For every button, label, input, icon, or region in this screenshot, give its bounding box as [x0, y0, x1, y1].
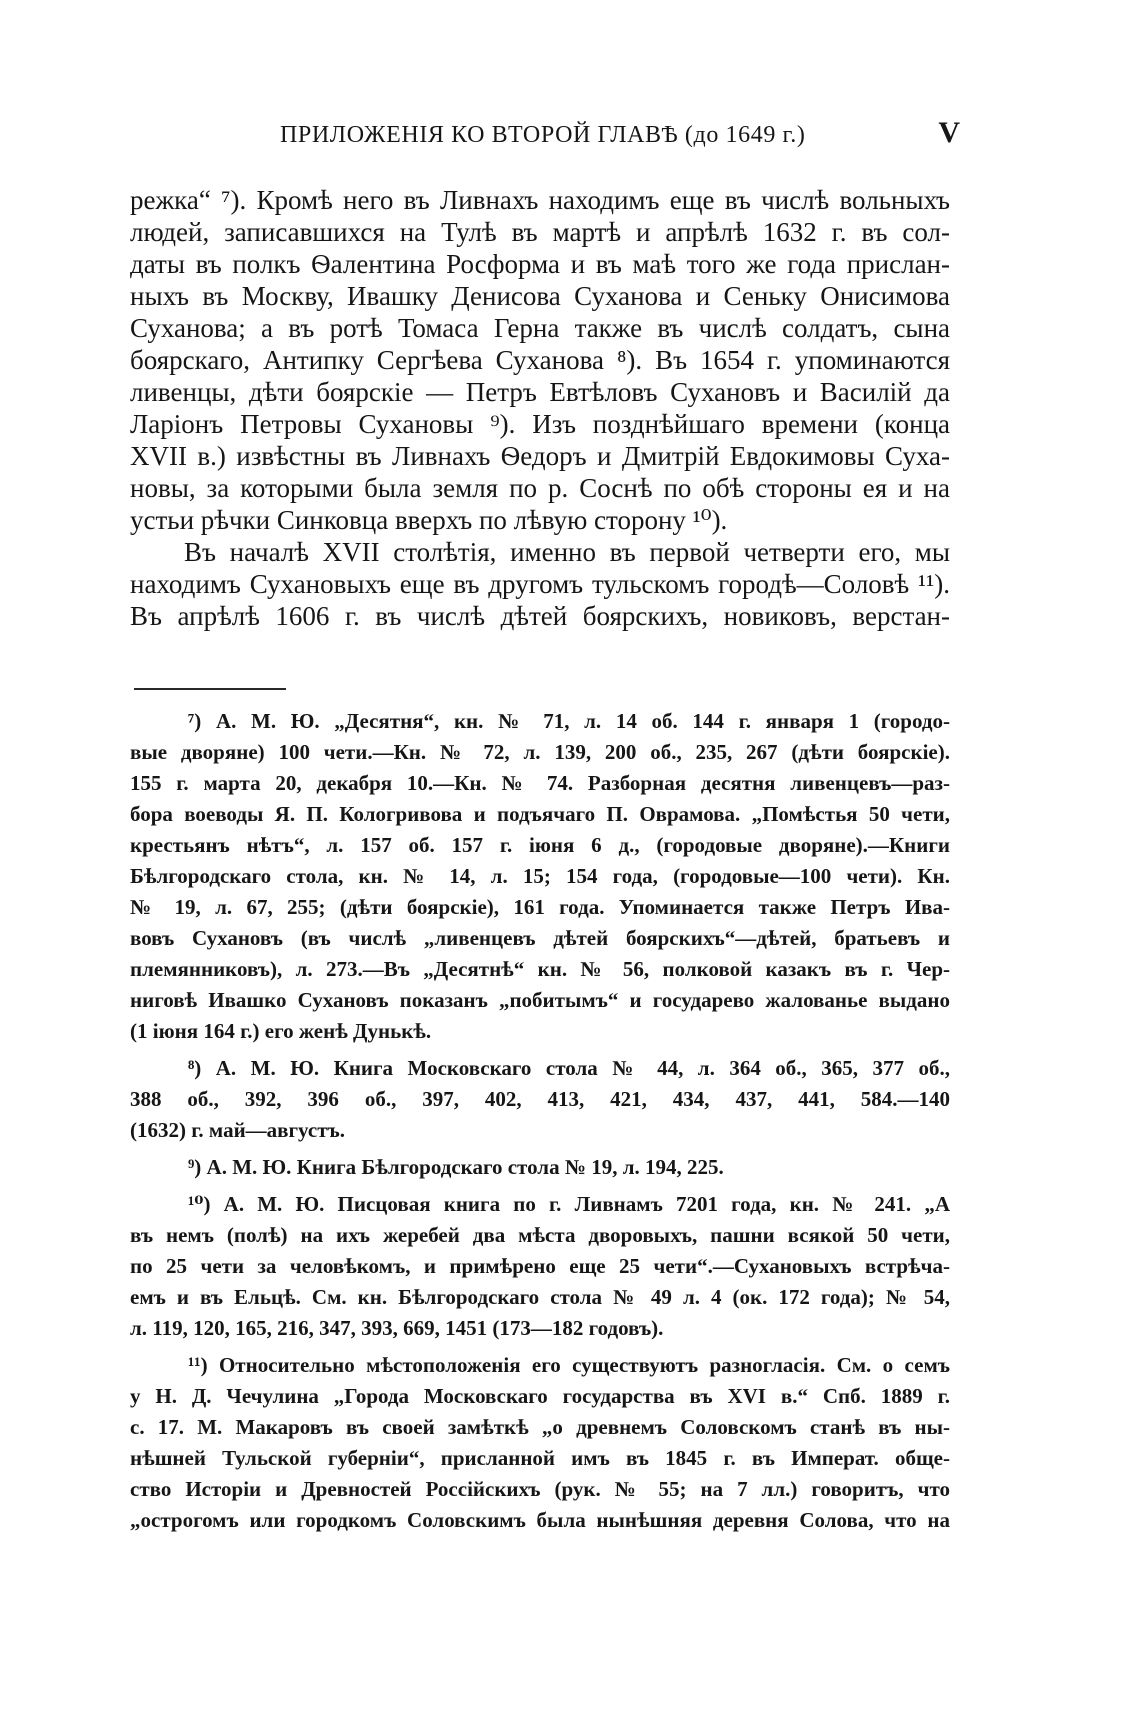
footnotes	[130, 706, 950, 1542]
text-line: Ларіонъ Петровы Сухановы ⁹). Изъ позднѣйшаго времени (конца	[130, 409, 950, 439]
footnote-line: вовъ Сухановъ (въ числѣ „ливенцевъ дѣтей боярскихъ“—дѣтей, братьевъ и	[130, 926, 950, 950]
text-line: XVII в.) извѣстны въ Ливнахъ Ѳедоръ и Дмитрій Евдокимовы Суха-	[130, 441, 950, 471]
footnote-line: ⁹) А. М. Ю. Книга Бѣлгородскаго стола № 19, л. 194, 225.	[188, 1155, 724, 1179]
page-number: V	[938, 116, 960, 149]
footnote-line: крестьянъ нѣтъ“, л. 157 об. 157 г. іюня 6 д., (городовые дворяне).—Книги	[130, 833, 950, 857]
footnote-line: ниговѣ Ивашко Сухановъ показанъ „побитымъ“ и государево жалованье выдано	[130, 988, 950, 1012]
footnote-line: вые дворяне) 100 чети.—Кн. № 72, л. 139, 200 об., 235, 267 (дѣти боярскіе).	[130, 740, 950, 764]
footnote-line: емъ и въ Ельцѣ. См. кн. Бѣлгородскаго стола № 49 л. 4 (ок. 172 года); № 54,	[130, 1285, 950, 1309]
footnote-line: бора воеводы Я. П. Кологривова и подъячаго П. Оврамова. „Помѣстья 50 чети,	[130, 802, 950, 826]
text-line: даты въ полкъ Ѳалентина Росформа и въ маѣ того же года прислан-	[130, 249, 950, 279]
text-line: боярскаго, Антипку Сергѣева Суханова ⁸). Въ 1654 г. упоминаются	[130, 345, 950, 375]
footnote-line: ¹⁰) А. М. Ю. Писцовая книга по г. Ливнамъ 7201 года, кн. № 241. „А	[188, 1192, 950, 1216]
footnote-line: ство Исторіи и Древностей Россійскихъ (рук. № 55; на 7 лл.) говоритъ, что	[130, 1477, 950, 1501]
footnote-8	[130, 1053, 950, 1146]
footnote-7	[130, 706, 950, 1047]
paragraph-1	[130, 184, 950, 536]
footnote-line: племянниковъ), л. 273.—Въ „Десятнѣ“ кн. № 56, полковой казакъ въ г. Чер-	[130, 957, 950, 981]
footnote-line: Бѣлгородскаго стола, кн. № 14, л. 15; 154 года, (городовые—100 чети). Кн.	[130, 864, 950, 888]
text-line: устьи рѣчки Синковца вверхъ по лѣвую сторону ¹⁰).	[130, 505, 728, 535]
paragraph-2	[130, 536, 950, 632]
text-line: режка“ ⁷). Кромѣ него въ Ливнахъ находимъ еще въ числѣ вольныхъ	[130, 185, 950, 215]
footnote-line: ⁸) А. М. Ю. Книга Московскаго стола № 44, л. 364 об., 365, 377 об.,	[188, 1056, 950, 1080]
footnote-11	[130, 1350, 950, 1536]
running-header-title: ПРИЛОЖЕНІЯ КО ВТОРОЙ ГЛАВѢ (до 1649 г.)	[280, 122, 806, 148]
footnote-10	[130, 1189, 950, 1344]
footnote-line: л. 119, 120, 165, 216, 347, 393, 669, 1451 (173—182 годовъ).	[130, 1316, 664, 1340]
footnote-line: с. 17. М. Макаровъ въ своей замѣткѣ „о древнемъ Соловскомъ станѣ въ ны-	[130, 1415, 950, 1439]
footnote-line: (1 іюня 164 г.) его женѣ Дунькѣ.	[130, 1019, 432, 1043]
footnote-line: въ немъ (полѣ) на ихъ жеребей два мѣста дворовыхъ, пашни всякой 50 чети,	[130, 1223, 950, 1247]
footnote-9	[130, 1152, 950, 1183]
main-text	[130, 184, 950, 632]
footnote-line: по 25 чети за человѣкомъ, и примѣрено еще 25 чети“.—Сухановыхъ встрѣча-	[130, 1254, 950, 1278]
text-line: находимъ Сухановыхъ еще въ другомъ тульскомъ городѣ—Соловѣ ¹¹).	[130, 569, 950, 599]
running-header	[130, 116, 960, 156]
text-line: людей, записавшихся на Тулѣ въ мартѣ и апрѣлѣ 1632 г. въ сол-	[130, 217, 950, 247]
footnote-line: 155 г. марта 20, декабря 10.—Кн. № 74. Разборная десятня ливенцевъ—раз-	[130, 771, 950, 795]
text-line: Въ апрѣлѣ 1606 г. въ числѣ дѣтей боярскихъ, новиковъ, верстан-	[130, 601, 950, 631]
footnote-line: (1632) г. май—августъ.	[130, 1118, 346, 1142]
footnote-line: нѣшней Тульской губерніи“, присланной имъ въ 1845 г. въ Императ. обще-	[130, 1446, 950, 1470]
footnote-line: ⁷) А. М. Ю. „Десятня“, кн. № 71, л. 14 об. 144 г. января 1 (городо-	[188, 709, 950, 733]
footnote-separator	[134, 688, 286, 690]
footnote-line: № 19, л. 67, 255; (дѣти боярскіе), 161 года. Упоминается также Петръ Ива-	[130, 895, 950, 919]
text-line: Въ началѣ XVII столѣтія, именно въ первой четверти его, мы	[184, 537, 950, 567]
text-line: ныхъ въ Москву, Ивашку Денисова Суханова и Сеньку Онисимова	[130, 281, 950, 311]
footnote-line: 388 об., 392, 396 об., 397, 402, 413, 421, 434, 437, 441, 584.—140	[130, 1087, 950, 1111]
text-line: ливенцы, дѣти боярскіе — Петръ Евтѣловъ Сухановъ и Василій да	[130, 377, 950, 407]
footnote-line: у Н. Д. Чечулина „Города Московскаго государства въ XVI в.“ Спб. 1889 г.	[130, 1384, 950, 1408]
footnote-line: ¹¹) Относительно мѣстоположенія его существуютъ разногласія. См. о семъ	[188, 1353, 950, 1377]
text-line: новы, за которыми была земля по р. Соснѣ по обѣ стороны ея и на	[130, 473, 950, 503]
text-line: Суханова; а въ ротѣ Томаса Герна также въ числѣ солдатъ, сына	[130, 313, 950, 343]
footnote-line: „острогомъ или городкомъ Соловскимъ была нынѣшняя деревня Солова, что на	[130, 1508, 950, 1532]
